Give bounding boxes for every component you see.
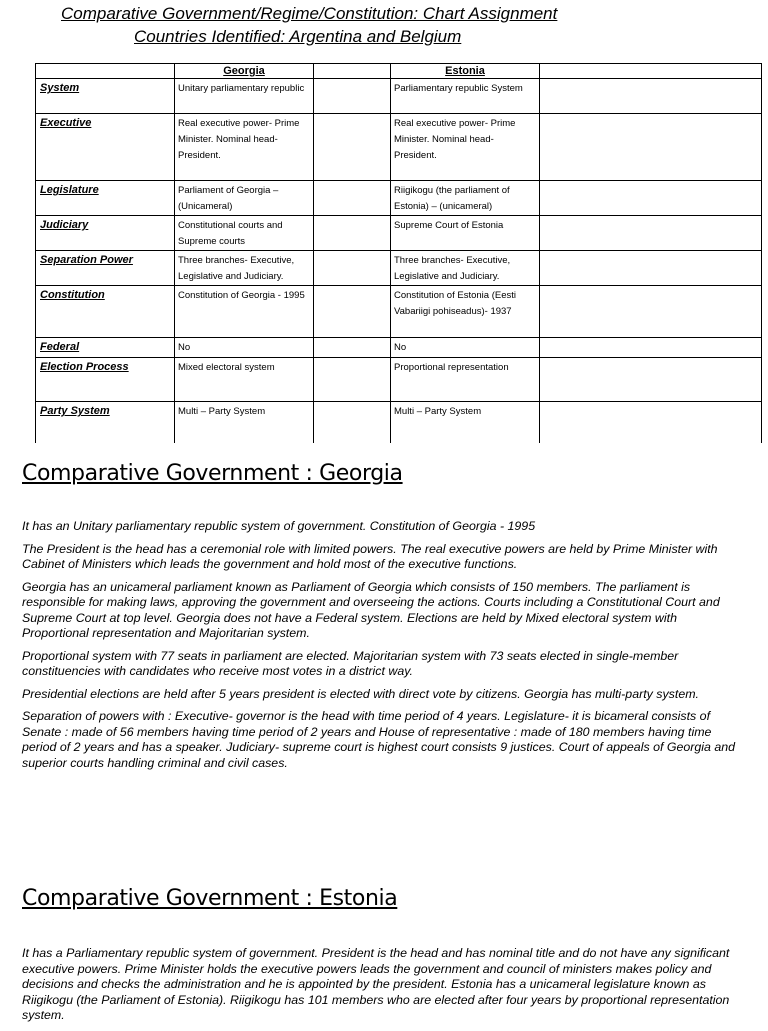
cell-estonia: Constitution of Estonia (Eesti Vabariigi pohiseadus)- 1937 <box>391 286 540 338</box>
cell-empty <box>540 402 762 443</box>
column-header-georgia: Georgia <box>175 64 314 79</box>
table-row-party-system <box>36 402 762 443</box>
table-header-row <box>36 64 762 79</box>
cell-georgia: Constitutional courts and Supreme courts <box>175 216 314 251</box>
cell-empty <box>314 216 391 251</box>
cell-georgia: Multi – Party System <box>175 402 314 443</box>
row-label: Election Process <box>36 358 175 402</box>
page-subtitle: Countries Identified: Argentina and Belgium <box>134 27 462 46</box>
estonia-section-title: Comparative Government : Estonia <box>22 886 398 911</box>
cell-empty <box>314 402 391 443</box>
paragraph: Presidential elections are held after 5 years president is elected with direct vote by citizens. Georgia has multi-party system. <box>22 686 699 701</box>
table-row-system <box>36 79 762 114</box>
table-row-separation-power <box>36 251 762 286</box>
cell-georgia: Unitary parliamentary republic <box>175 79 314 114</box>
row-label: Constitution <box>36 286 175 338</box>
cell-georgia: Mixed electoral system <box>175 358 314 402</box>
cell-empty <box>540 358 762 402</box>
table-row-legislature <box>36 181 762 216</box>
cell-georgia: Constitution of Georgia - 1995 <box>175 286 314 338</box>
comparison-table <box>35 63 762 443</box>
cell-estonia: Parliamentary republic System <box>391 79 540 114</box>
cell-empty <box>540 79 762 114</box>
row-label: Executive <box>36 114 175 181</box>
cell-empty <box>314 338 391 358</box>
cell-empty <box>540 338 762 358</box>
paragraph: Separation of powers with : Executive- governor is the head with time period of 4 years. Legislature- it is bicameral consists of Senate : made of 56 members having time period of 2 years and House of representative : made of 180 members having time period of 2 years and has a speaker. Judiciary- supreme court is highest court consists 9 justices. Court of appeals of Georgia and superior courts handling criminal and civil cases. <box>22 709 736 770</box>
table-row-federal <box>36 338 762 358</box>
table-row-election-process <box>36 358 762 402</box>
paragraph: It has a Parliamentary republic system of government. President is the head and has nominal title and do not have any significant executive powers. Prime Minister holds the executive powers leads the government and council of ministers makes policy and decisions and checks the administration and he is appointed by the president. Estonia has a unicameral legislature known as Riigikogu (the Parliament of Estonia). Riigikogu has 101 members who are elected after four years by proportional representation system. <box>22 946 730 1022</box>
cell-estonia: Supreme Court of Estonia <box>391 216 540 251</box>
row-label: Separation Power <box>36 251 175 286</box>
paragraph: Proportional system with 77 seats in parliament are elected. Majoritarian system with 73 seats elected in single-member constituencies with candidates who receive most votes in a district way. <box>22 648 679 678</box>
cell-empty <box>314 251 391 286</box>
cell-empty <box>540 216 762 251</box>
column-header-estonia: Estonia <box>391 64 540 79</box>
cell-georgia: Real executive power- Prime Minister. Nominal head- President. <box>175 114 314 181</box>
cell-georgia: No <box>175 338 314 358</box>
cell-empty <box>314 286 391 338</box>
georgia-section-title: Comparative Government : Georgia <box>22 461 403 486</box>
estonia-section-body <box>22 946 746 1031</box>
cell-georgia: Parliament of Georgia – (Unicameral) <box>175 181 314 216</box>
paragraph: It has an Unitary parliamentary republic system of government. Constitution of Georgia - 1995 <box>22 519 536 533</box>
cell-estonia: Three branches- Executive, Legislative and Judiciary. <box>391 251 540 286</box>
cell-estonia: Multi – Party System <box>391 402 540 443</box>
cell-empty <box>314 358 391 402</box>
cell-empty <box>540 114 762 181</box>
cell-empty <box>314 114 391 181</box>
cell-empty <box>314 79 391 114</box>
table-header-blank <box>314 64 391 79</box>
paragraph: Georgia has an unicameral parliament known as Parliament of Georgia which consists of 150 members. The parliament is responsible for making laws, approving the government and overseeing the actions. Courts including a Constitutional Court and Supreme Court at top level. Georgia does not have a Federal system. Elections are held by Mixed electoral system with Proportional representation and Majoritarian system. <box>22 579 720 640</box>
row-label: Party System <box>36 402 175 443</box>
row-label: Legislature <box>36 181 175 216</box>
table-row-constitution <box>36 286 762 338</box>
table-row-judiciary <box>36 216 762 251</box>
table-row-executive <box>36 114 762 181</box>
cell-estonia: Real executive power- Prime Minister. Nominal head- President. <box>391 114 540 181</box>
cell-empty <box>540 286 762 338</box>
georgia-section-body <box>22 519 746 778</box>
table-header-blank <box>36 64 175 79</box>
cell-estonia: No <box>391 338 540 358</box>
cell-empty <box>540 251 762 286</box>
page-title: Comparative Government/Regime/Constitution: Chart Assignment <box>61 4 558 23</box>
cell-estonia: Proportional representation <box>391 358 540 402</box>
row-label: System <box>36 79 175 114</box>
row-label: Federal <box>36 338 175 358</box>
cell-georgia: Three branches- Executive, Legislative and Judiciary. <box>175 251 314 286</box>
row-label: Judiciary <box>36 216 175 251</box>
cell-empty <box>314 181 391 216</box>
cell-estonia: Riigikogu (the parliament of Estonia) – (unicameral) <box>391 181 540 216</box>
table-header-blank <box>540 64 762 79</box>
paragraph: The President is the head has a ceremonial role with limited powers. The real executive powers are held by Prime Minister with Cabinet of Ministers which leads the government and hold most of the executive functions. <box>22 541 718 571</box>
cell-empty <box>540 181 762 216</box>
